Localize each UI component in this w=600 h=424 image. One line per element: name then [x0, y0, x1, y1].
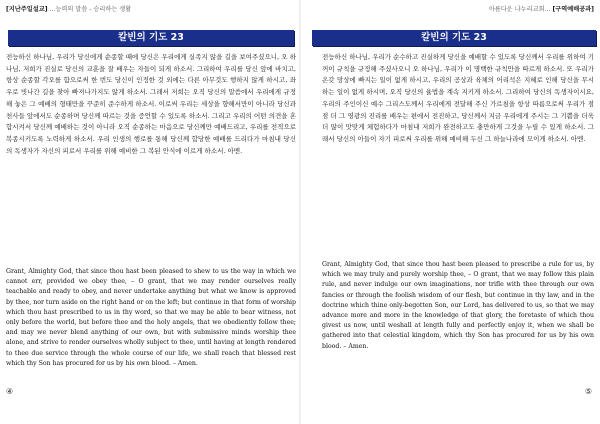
prayer-english: Grant, Almighty God, that since thou hast been pleased to prescribe a rule for us, by which we may truly and purely worship thee, – O grant, that we may follow this plain rule, and never indulge our own imaginations, nor trifle with thee through our own fancies or through the foolish wisdom of our flesh, but continue in thy law, and in the doctrine which thine only-begotten Son, our Lord, has delivered to us, so that we may advance more and more in the knowledge of that glory, the foretaste of which thou givest us now, until weshall at length fully and perfectly enjoy it, when we shall be gathered into that celestial kingdom, which thy Son has procured for us by his own blood. – Amen.: [322, 261, 594, 350]
page-number: ④: [6, 387, 14, 396]
running-header: [6, 4, 131, 16]
prayer-korean: 전능하신 하나님, 우리가 순수하고 진실하게 당신을 예배할 수 있도록 당신께서 우리를 위하여 기꺼이 규칙을 규정해 주셨사오니 오 하나님, 우리가 이 명백한 규칙만을 따르게 하소서. 또 우리가 온갖 망상에 빠지는 일이 없게 하시고, 우리의 공상과 육체의 어리석은 지혜로 인해 당신을 무시하는 일이 없게 하시며, 오직 당신의 율법을 계속 지키게 하소서. 그리하여 당신의 독생자이시요, 우리의 주인이신 예수 그리스도께서 우리에게 전달해 주신 가르침을 항상 따름으로써 우리가 점점 더 그 영광의 진리를 배우는 편에서 전진하고, 당신께서 지금 우리에게 주시는 그 기쁨을 더욱더 많이 맛맞게 체험하다가 마침내 저희가 완전하고도 충만하게 그것을 누릴 수 있게 하소서. 그래서 당신의 아들이 자기 피로써 우리를 위해 예비해 두신 그 하늘나라에 모이게 하소서. 아멘.: [322, 53, 594, 143]
running-header: [489, 4, 594, 16]
prayer-title: 칼빈의 기도 23: [312, 30, 596, 46]
prayer-korean: 전능하신 하나님, 우리가 당신에게 순종할 때에 당신은 우리에게 실족지 않을 길을 보여주셨으니, 오 하나님, 저희가 진실로 당신의 교훈을 잘 배우는 자들이 되게 하소서. 그리하여 우리를 당신 앞에 바치고, 항상 순종할 각오를 함으로써 한 번도 당신이 인정한 것 외에는 다른 아무것도 행하지 않게 하시고, 좌우로 빗나간 길을 찾아 빠져나가지도 않게 하소서. 그래서 저희는 오직 당신의 말씀에서 우리에게 규정해 놓은 그 예배의 형태만을 꾸준히 준수하게 하소서. 이로써 우리는 세상을 향해서만이 아니라 당신과 천사들 앞에서도 순종하며 당신께 따르는 것을 증언할 수 있도록 하소서. 그리고 우리의 어떤 의견을 혼합시켜서 당신께 예배하는 것이 아니라 오직 순종하는 마음으로 당신께만 예배드리고, 우리를 전적으로 복종시키도록 노력하게 하소서. 우리 인생의 행로를 통해 당신께 합당한 예배를 드리다가 마침내 당신의 독생자가 자신의 피로서 우리를 위해 예비한 그 복된 안식에 이르게 하소서. 아멘.: [6, 53, 296, 155]
church-name: 아름다운 나누리교회...: [488, 6, 551, 13]
sermon-subtitle: ...능력의 말씀 - 승리하는 생활: [49, 6, 132, 13]
prayer-title: 칼빈의 기도 23: [8, 30, 294, 46]
prayer-english: Grant, Almighty God, that since thou hast been pleased to shew to us the way in which we cannot err, provided we obey thee, – O grant, that we may render ourselves really teachable and ready to obey, and never undertake anything but what we know is approved by thee, nor turn aside on the right hand or on the left; but continue in that form of worship which thou hast prescribed to us in thy word, so that we may be able to bear witness, not only before the world, but before thee and the holy angels, that we obediently follow thee; and may we never blend anything of our own, but with submissive minds worship thee alone, and strive to render ourselves wholly subject to thee, until having at length rendered to thee due service through the whole course of our life, we shall reach that blessed rest which thy Son has procured for us by his own blood. – Amen.: [6, 268, 296, 367]
right-page: [300, 0, 600, 424]
series-label: [지난주일설교]: [6, 6, 48, 13]
page-number: ⑤: [584, 387, 592, 396]
series-label: [구역예배공과]: [552, 6, 594, 13]
